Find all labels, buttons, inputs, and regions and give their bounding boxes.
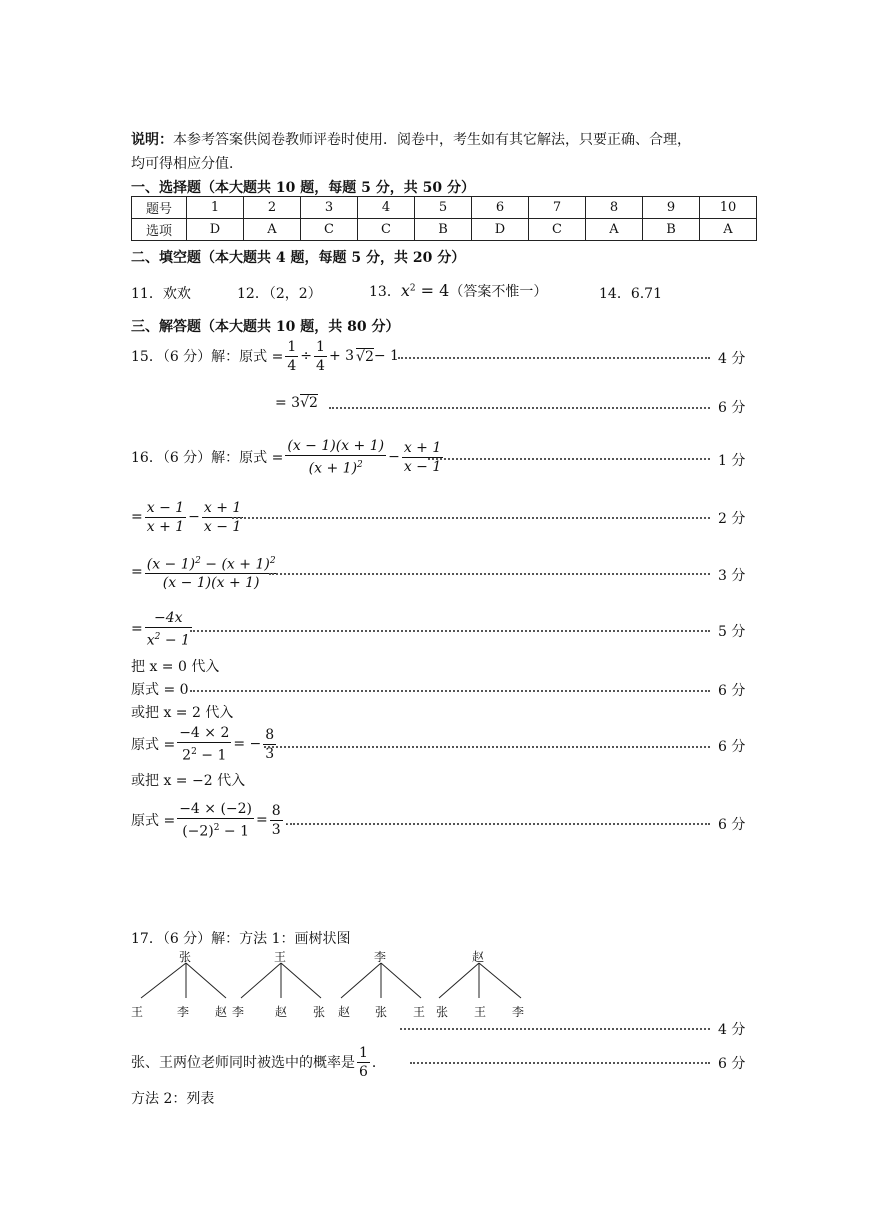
q13-exp: 2 xyxy=(409,283,416,294)
tree-branch xyxy=(479,963,521,998)
den-exp: 2 xyxy=(154,631,161,642)
denominator xyxy=(177,819,254,841)
den-base: (x + 1) xyxy=(308,460,358,477)
numerator: x − 1 xyxy=(146,499,185,516)
den-part: − 1 xyxy=(196,747,227,764)
sqrt-value: 2 xyxy=(309,395,318,411)
den-exp: 2 xyxy=(191,746,197,757)
den-part: (−2) xyxy=(182,823,214,840)
numerator: 1 xyxy=(287,338,297,355)
table-head-number: 题号 xyxy=(132,197,187,219)
divide-sign: ÷ xyxy=(300,348,313,364)
tree-branch xyxy=(381,963,421,998)
q16-step-2 xyxy=(131,495,245,539)
fraction xyxy=(357,1044,370,1081)
fraction xyxy=(145,609,192,650)
tree-leaf: 赵 xyxy=(275,1005,288,1019)
minus-sign: − xyxy=(388,449,400,465)
num-part: (x − 1) xyxy=(146,556,196,573)
fraction xyxy=(314,338,327,375)
num-exp: 2 xyxy=(195,555,201,566)
note-label: 说明： xyxy=(131,132,173,148)
fill-q12: 12．（2，2） xyxy=(237,286,322,302)
dot-leader xyxy=(329,407,710,409)
tree-branch xyxy=(281,963,321,998)
q13-note: （答案不惟一） xyxy=(449,284,548,300)
den-exp: 2 xyxy=(357,459,363,470)
fraction xyxy=(145,552,278,593)
score-label: 2 分 xyxy=(718,511,746,527)
tree-leaf: 张 xyxy=(313,1005,326,1019)
fraction xyxy=(263,726,276,763)
fraction xyxy=(285,437,386,478)
dot-leader xyxy=(269,573,710,575)
denominator: 3 xyxy=(271,821,281,838)
q16-step-3 xyxy=(131,550,280,594)
sqrt-value: 2 xyxy=(364,348,374,365)
q13-eq: = 4 xyxy=(415,281,450,300)
note-line-1 xyxy=(131,129,691,149)
dot-leader xyxy=(232,517,710,519)
tree-leaf: 李 xyxy=(232,1005,245,1019)
table-cell: 1 xyxy=(187,197,244,219)
tree-branch xyxy=(241,963,281,998)
fraction xyxy=(177,724,231,765)
score-label: 6 分 xyxy=(718,1056,746,1072)
table-cell: 7 xyxy=(529,197,586,219)
numerator: 1 xyxy=(316,338,325,355)
table-cell: A xyxy=(586,219,643,241)
score-label: 4 分 xyxy=(718,1022,746,1038)
table-cell: 6 xyxy=(472,197,529,219)
note-text-1: 本参考答案供阅卷教师评卷时使用．阅卷中，考生如有其它解法，只要正确、合理， xyxy=(173,132,691,148)
tree-leaf: 赵 xyxy=(338,1005,351,1019)
table-cell: B xyxy=(415,219,472,241)
tree-branch xyxy=(186,963,226,998)
fraction xyxy=(145,499,186,536)
score-label: 6 分 xyxy=(718,739,746,755)
term: + 3 xyxy=(328,348,355,364)
table-cell: 3 xyxy=(301,197,358,219)
table-cell: 8 xyxy=(586,197,643,219)
q17-probability xyxy=(131,1040,386,1084)
dot-leader xyxy=(400,1028,710,1030)
tree-branch xyxy=(341,963,381,998)
score-label: 6 分 xyxy=(718,683,746,699)
q16-substitute-2: 或把 x = 2 代入 xyxy=(131,705,234,721)
term: = 3 xyxy=(275,395,301,411)
den-part: − 1 xyxy=(160,632,190,649)
equals-sign: = xyxy=(131,564,143,580)
dot-leader xyxy=(428,458,710,460)
q16-result-1: 原式 = 0 xyxy=(131,682,189,698)
q17-method-2: 方法 2：列表 xyxy=(131,1091,215,1107)
q16-step-1 xyxy=(131,435,445,479)
q17-heading: 17．（6 分）解：方法 1：画树状图 xyxy=(131,931,351,947)
fraction xyxy=(285,338,298,375)
result-prefix: 原式 = xyxy=(131,813,176,829)
table-cell: C xyxy=(529,219,586,241)
fraction xyxy=(402,439,443,476)
table-cell: C xyxy=(301,219,358,241)
score-label: 3 分 xyxy=(718,568,746,584)
denominator: (x − 1)(x + 1) xyxy=(162,575,260,592)
tree-leaf: 张 xyxy=(375,1005,388,1019)
numerator: (x − 1)(x + 1) xyxy=(287,437,385,454)
table-cell: D xyxy=(187,219,244,241)
denominator: x + 1 xyxy=(146,518,185,535)
result-prefix: 原式 = xyxy=(131,737,176,753)
dot-leader xyxy=(290,823,710,825)
den-part: x xyxy=(146,632,155,649)
numerator: x + 1 xyxy=(403,439,442,456)
denominator xyxy=(145,628,192,650)
dot-leader xyxy=(398,357,710,359)
q16-substitute-3: 或把 x = −2 代入 xyxy=(131,773,246,789)
q13-var: x xyxy=(400,281,410,300)
fill-q14: 14．6.71 xyxy=(599,286,662,302)
table-cell: 9 xyxy=(643,197,700,219)
term: − 1 xyxy=(373,348,399,364)
denominator xyxy=(177,743,231,765)
table-cell: 4 xyxy=(358,197,415,219)
table-head-option: 选项 xyxy=(132,219,187,241)
q15-prefix: 15．（6 分）解：原式 = xyxy=(131,349,284,365)
equals-sign: = − xyxy=(233,736,262,752)
dot-leader xyxy=(190,690,710,692)
q16-prefix: 16．（6 分）解：原式 = xyxy=(131,450,284,466)
sqrt-radicand: √2 xyxy=(300,395,318,411)
numerator: x + 1 xyxy=(203,499,242,516)
section-3-title: 三、解答题（本大题共 10 题，共 80 分） xyxy=(131,319,400,335)
numerator: −4 × 2 xyxy=(179,724,230,741)
minus-sign: − xyxy=(188,509,200,525)
dot-leader xyxy=(410,1062,710,1064)
num-exp: 2 xyxy=(269,555,276,566)
denominator: 6 xyxy=(359,1063,368,1080)
denominator: 4 xyxy=(287,357,297,374)
table-cell: D xyxy=(472,219,529,241)
fraction xyxy=(270,802,283,839)
q16-substitute-1: 把 x = 0 代入 xyxy=(131,659,220,675)
dot-leader xyxy=(190,630,710,632)
note-line-2: 均可得相应分值． xyxy=(131,156,243,172)
q16-result-2 xyxy=(131,722,278,766)
q16-step-4 xyxy=(131,607,194,651)
equals-sign: = xyxy=(131,621,143,637)
denominator xyxy=(285,456,386,478)
tree-branch xyxy=(439,963,479,998)
table-cell: B xyxy=(643,219,700,241)
numerator: −4 × (−2) xyxy=(179,800,253,817)
equals-sign: = xyxy=(256,812,268,828)
numerator: 8 xyxy=(265,726,275,743)
denominator: 3 xyxy=(265,745,275,762)
fraction xyxy=(177,800,254,841)
table-cell: A xyxy=(244,219,301,241)
tree-root: 赵 xyxy=(472,950,485,964)
probability-text: 张、王两位老师同时被选中的概率是 xyxy=(131,1055,355,1071)
tree-leaf: 王 xyxy=(474,1005,487,1019)
q13-number: 13． xyxy=(369,284,401,300)
score-label: 1 分 xyxy=(718,453,746,469)
tree-leaf: 李 xyxy=(512,1005,525,1019)
denominator: x − 1 xyxy=(403,458,442,475)
tree-branches xyxy=(141,963,521,998)
numerator: −4x xyxy=(145,609,192,628)
table-row-numbers xyxy=(132,197,757,219)
period: ． xyxy=(284,813,299,829)
score-label: 6 分 xyxy=(718,400,746,416)
denominator: 4 xyxy=(316,357,325,374)
den-part: 2 xyxy=(182,747,192,764)
section-2-title: 二、填空题（本大题共 4 题，每题 5 分，共 20 分） xyxy=(131,250,466,266)
answer-table xyxy=(131,196,757,241)
table-cell: A xyxy=(700,219,757,241)
denominator: x − 1 xyxy=(203,518,242,535)
dot-leader xyxy=(264,746,710,748)
tree-leaf: 李 xyxy=(177,1005,190,1019)
sqrt-radicand: √2 xyxy=(356,348,374,365)
numerator xyxy=(145,552,278,575)
q16-result-3 xyxy=(131,798,299,842)
table-row-answers xyxy=(132,219,757,241)
score-label: 4 分 xyxy=(718,351,746,367)
q15-step-2 xyxy=(275,395,318,411)
table-cell: 10 xyxy=(700,197,757,219)
score-label: 6 分 xyxy=(718,817,746,833)
table-cell: C xyxy=(358,219,415,241)
tree-root: 王 xyxy=(274,950,287,964)
numerator: 1 xyxy=(359,1044,368,1061)
tree-leaf: 赵 xyxy=(215,1005,228,1019)
fill-q11: 11．欢欢 xyxy=(131,286,191,302)
tree-root: 李 xyxy=(374,950,387,964)
tree-root: 张 xyxy=(179,950,192,964)
equals-sign: = xyxy=(131,509,143,525)
tree-leaf: 王 xyxy=(131,1005,144,1019)
table-cell: 2 xyxy=(244,197,301,219)
fill-q13 xyxy=(369,281,547,301)
score-label: 5 分 xyxy=(718,624,746,640)
q15-step-1 xyxy=(131,336,399,376)
num-part: − (x + 1) xyxy=(200,556,270,573)
den-part: − 1 xyxy=(219,823,250,840)
section-1-title: 一、选择题（本大题共 10 题，每题 5 分，共 50 分） xyxy=(131,180,475,196)
tree-leaf: 王 xyxy=(413,1005,426,1019)
den-exp: 2 xyxy=(213,822,220,833)
period: ． xyxy=(371,1055,386,1071)
tree-leaf: 张 xyxy=(436,1005,449,1019)
table-cell: 5 xyxy=(415,197,472,219)
numerator: 8 xyxy=(271,802,281,819)
tree-branch xyxy=(141,963,186,998)
